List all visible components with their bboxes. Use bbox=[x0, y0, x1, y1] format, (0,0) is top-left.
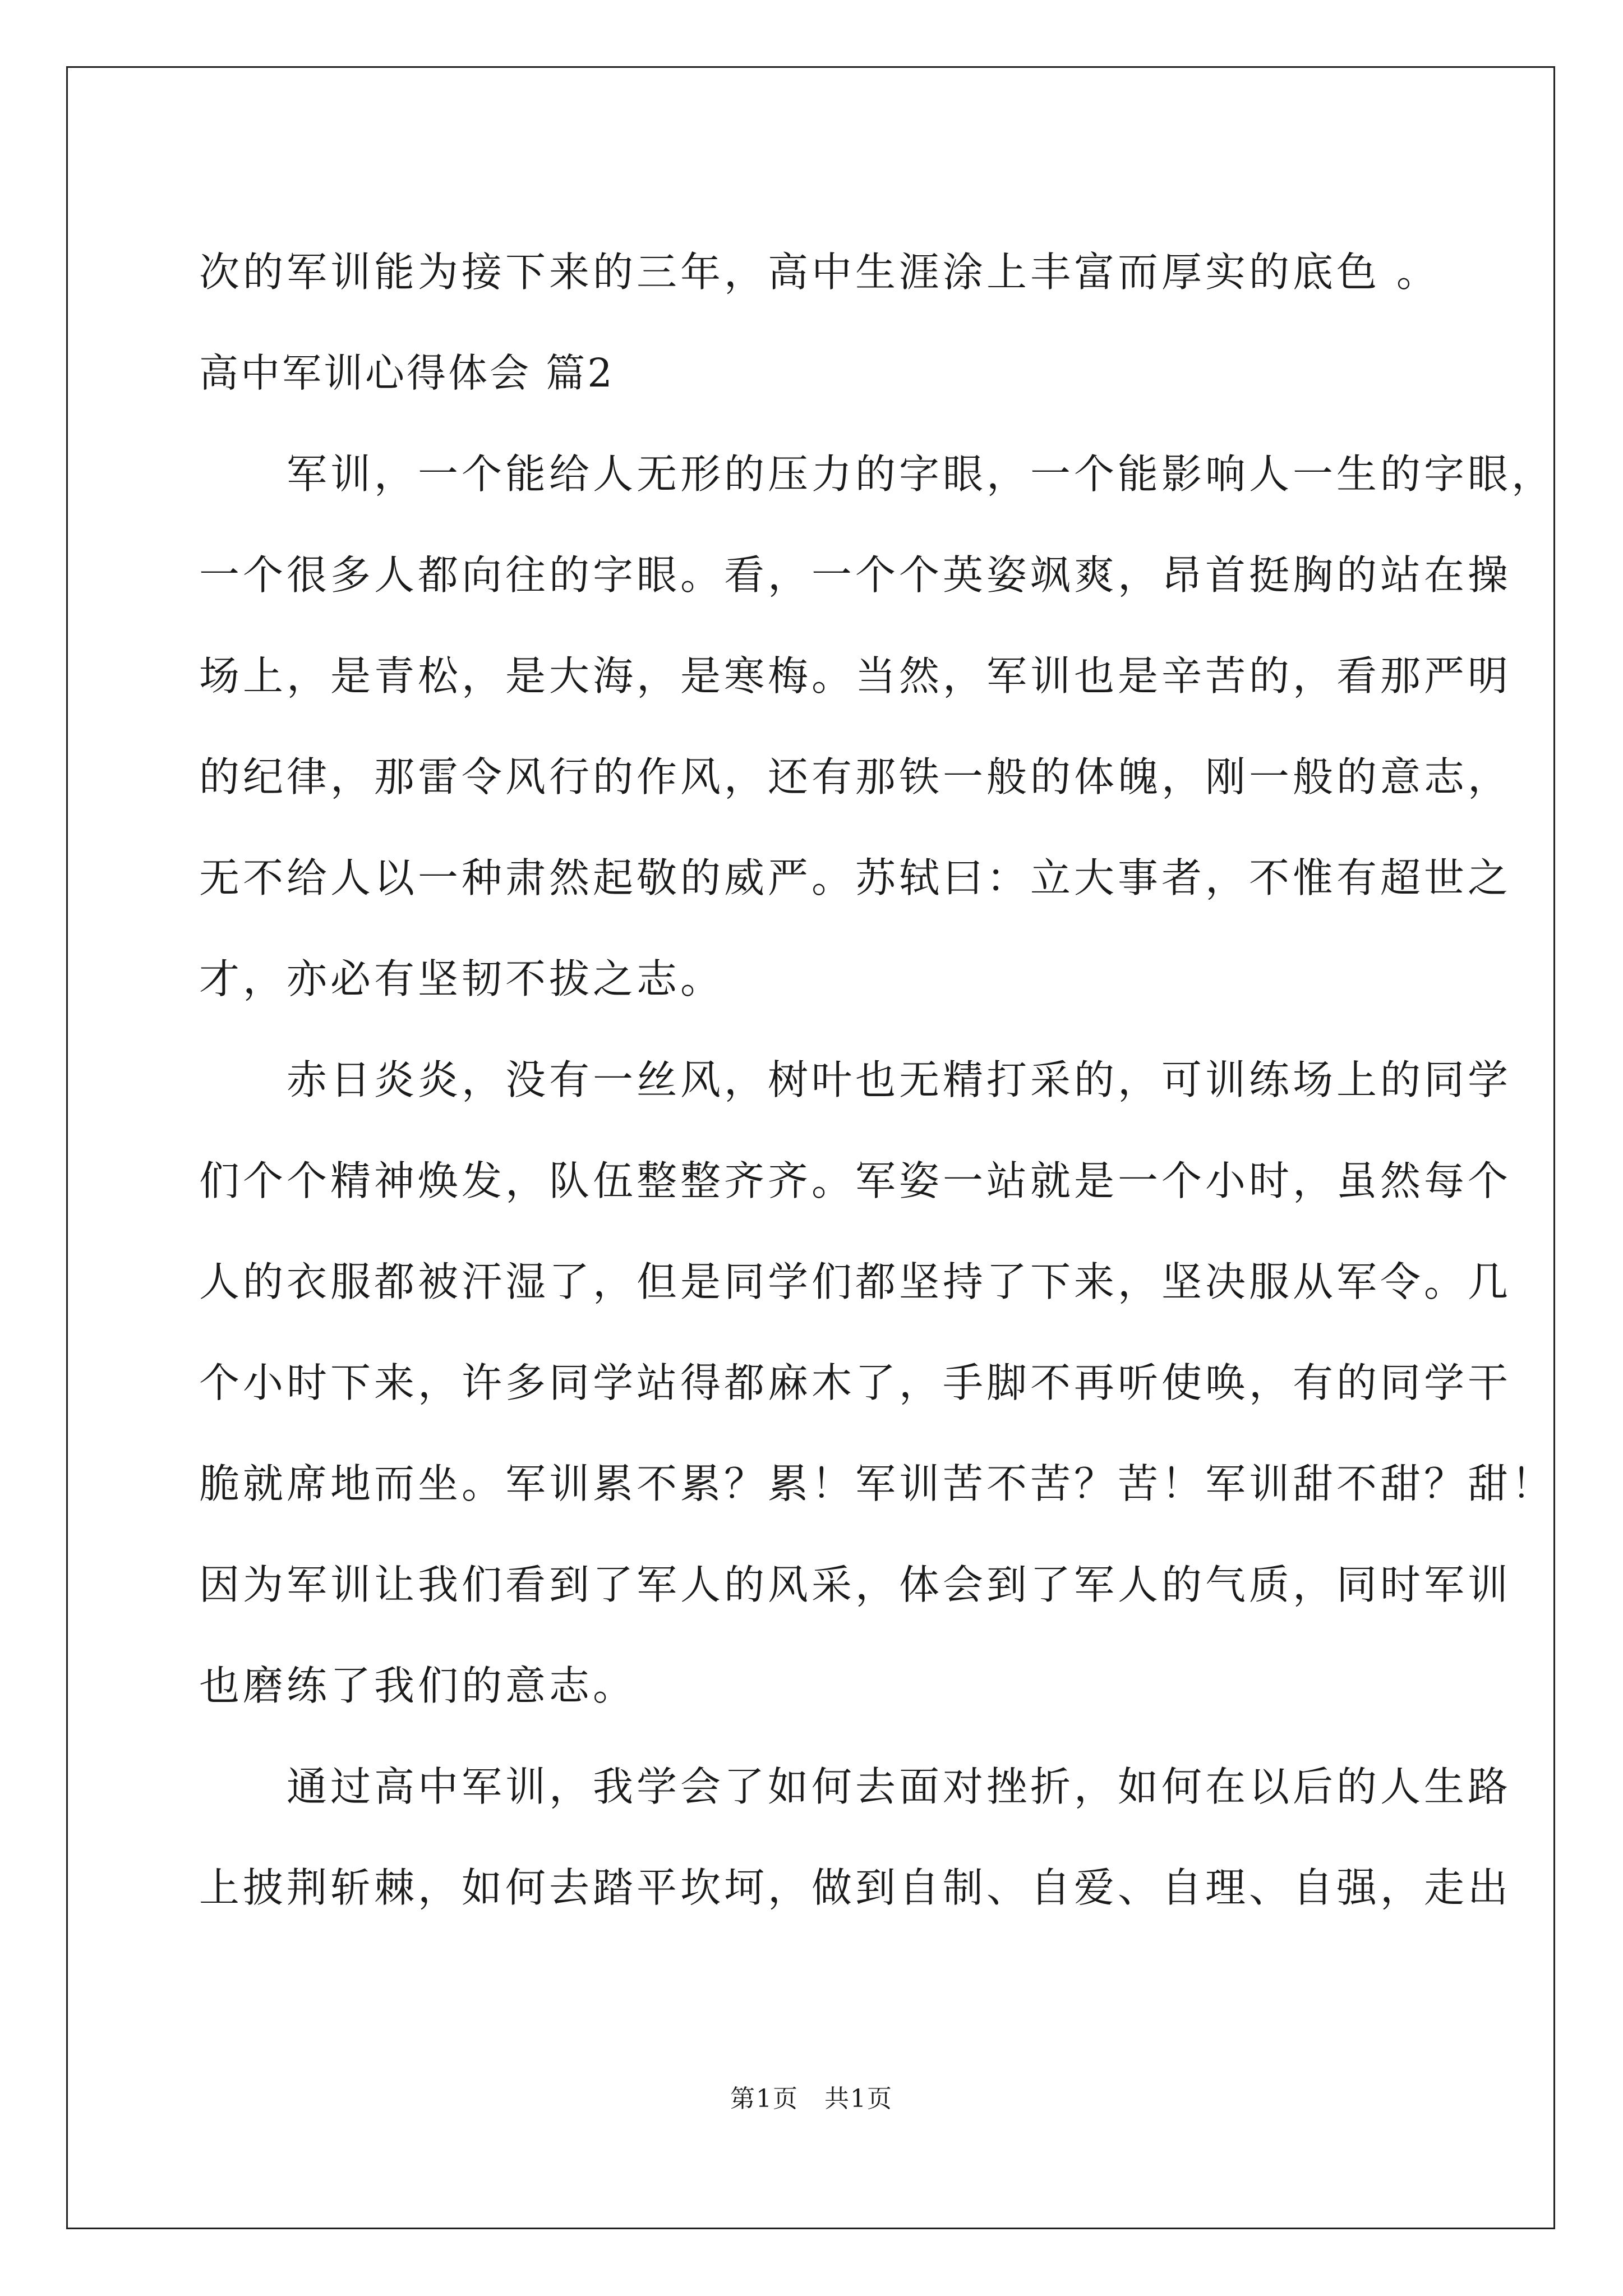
paragraph-line: 一个很多人都向往的字眼。看，一个个英姿飒爽，昂首挺胸的站在操 bbox=[199, 551, 1512, 599]
page-number-footer: 第1页 共1页 bbox=[730, 2085, 893, 2113]
paragraph-line: 上披荆斩棘，如何去踏平坎坷，做到自制、自爱、自理、自强，走出 bbox=[199, 1864, 1512, 1911]
paragraph-line: 军训，一个能给人无形的压力的字眼，一个能影响人一生的字眼， bbox=[199, 450, 1556, 498]
paragraph-line: 也磨练了我们的意志。 bbox=[199, 1662, 637, 1709]
paragraph-line: 场上，是青松，是大海，是寒梅。当然，军训也是辛苦的，看那严明 bbox=[199, 652, 1512, 700]
section-heading: 高中军训心得体会 篇2 bbox=[199, 350, 615, 396]
paragraph-line: 个小时下来，许多同学站得都麻木了，手脚不再听使唤，有的同学干 bbox=[199, 1359, 1512, 1406]
paragraph-line: 赤日炎炎，没有一丝风，树叶也无精打采的，可训练场上的同学 bbox=[199, 1056, 1512, 1103]
paragraph-line: 脆就席地而坐。军训累不累？累！军训苦不苦？苦！军训甜不甜？甜！ bbox=[199, 1460, 1556, 1507]
paragraph-line: 的纪律，那雷令风行的作风，还有那铁一般的体魄，刚一般的意志， bbox=[199, 753, 1512, 800]
paragraph-line: 才，亦必有坚韧不拔之志。 bbox=[199, 955, 725, 1002]
paragraph-line: 因为军训让我们看到了军人的风采，体会到了军人的气质，同时军训 bbox=[199, 1561, 1512, 1608]
paragraph-line: 通过高中军训，我学会了如何去面对挫折，如何在以后的人生路 bbox=[199, 1763, 1512, 1810]
paragraph-line: 们个个精神焕发，队伍整整齐齐。军姿一站就是一个小时，虽然每个 bbox=[199, 1157, 1512, 1204]
paragraph-line: 人的衣服都被汗湿了，但是同学们都坚持了下来，坚决服从军令。几 bbox=[199, 1258, 1512, 1305]
document-body bbox=[199, 222, 1556, 1938]
paragraph-line: 无不给人以一种肃然起敬的威严。苏轼曰：立大事者，不惟有超世之 bbox=[199, 854, 1512, 901]
paragraph-line: 次的军训能为接下来的三年，高中生涯涂上丰富而厚实的底色 。 bbox=[199, 249, 1440, 296]
